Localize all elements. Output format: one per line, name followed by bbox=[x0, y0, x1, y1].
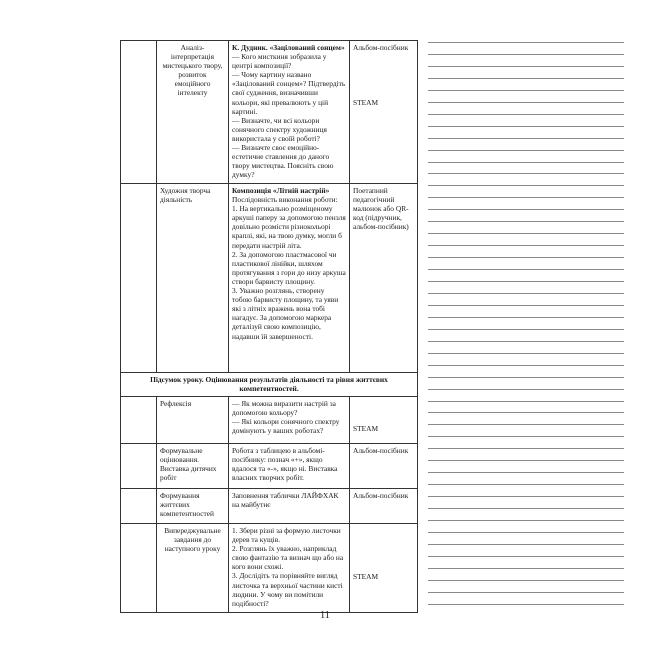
resource-cell: Альбом-посібник bbox=[350, 489, 418, 524]
note-line bbox=[428, 604, 624, 605]
note-line bbox=[428, 580, 624, 581]
stage-cell: Формувальне оцінювання. Виставка дитячих робіт bbox=[157, 444, 229, 489]
resource-cell: Альбом-посібник bbox=[350, 444, 418, 489]
note-line bbox=[428, 150, 624, 151]
page-number: 11 bbox=[320, 610, 330, 621]
content-line: 2. За допомогою пластмасової чи пластикової лінійки, шляхом протягування з гори до низу аркуша створи барвисту площину. bbox=[232, 249, 346, 286]
note-line bbox=[428, 173, 624, 174]
note-line bbox=[428, 221, 624, 222]
note-line bbox=[428, 353, 624, 354]
note-line bbox=[428, 412, 624, 413]
content-line: 3. Уважно розглянь, створену тобою барвисту площину, та уяви які з літніх вражень вона тобі нагадує. За допомогою маркера деталізуй свою композицію, надавши їй завершеності. bbox=[232, 286, 339, 341]
content-cell: Заповнення таблички ЛАЙФХАК на майбутнє bbox=[229, 489, 350, 524]
stage-cell: Випереджувальне завдання до наступного уроку bbox=[157, 524, 229, 613]
content-cell bbox=[229, 397, 350, 444]
note-line bbox=[428, 78, 624, 79]
content-line: — Кого мисткиня зобразила у центрі композиції? bbox=[232, 52, 327, 71]
note-line bbox=[428, 472, 624, 473]
note-line bbox=[428, 365, 624, 366]
note-line bbox=[428, 377, 624, 378]
empty-cell bbox=[121, 397, 157, 444]
note-line bbox=[428, 42, 624, 43]
content-line: — Визначте, чи всі кольори сонячного спектру художниця використала у своїй роботі? bbox=[232, 115, 327, 143]
note-line bbox=[428, 281, 624, 282]
note-line bbox=[428, 209, 624, 210]
stage-cell: Аналіз-інтерпретація мистецького твору, розвиток емоційного інтелекту bbox=[157, 41, 229, 184]
content-cell bbox=[229, 524, 350, 613]
note-line bbox=[428, 496, 624, 497]
content-cell bbox=[229, 184, 350, 373]
note-line bbox=[428, 257, 624, 258]
note-line bbox=[428, 329, 624, 330]
note-line bbox=[428, 424, 624, 425]
content-line: 1. На вертикально розміщеному аркуші паперу за допомогою пензля довільно розмісти різнокольорі краплі, які, на твою думку, могли б передати настрій літа. bbox=[232, 204, 346, 250]
content-title: Композиція «Літній настрій» bbox=[232, 186, 330, 195]
note-line bbox=[428, 90, 624, 91]
note-line bbox=[428, 568, 624, 569]
resource-cell bbox=[350, 397, 418, 444]
note-line bbox=[428, 532, 624, 533]
note-line bbox=[428, 185, 624, 186]
resource-text: Альбом-посібник bbox=[353, 43, 409, 52]
resource-text: STEAM bbox=[353, 98, 379, 108]
stage-cell: Формування життєвих компетентностей bbox=[157, 489, 229, 524]
note-line bbox=[428, 544, 624, 545]
resource-cell: Поетапний педагогічний малюнок або QR- код (підручник, альбом-посібник) bbox=[350, 184, 418, 373]
stage-cell: Рефлексія bbox=[157, 397, 229, 444]
table-row bbox=[121, 397, 418, 444]
note-line bbox=[428, 556, 624, 557]
note-line bbox=[428, 293, 624, 294]
summary-row bbox=[121, 373, 418, 397]
content-cell: Робота з таблицею в альбомі-посібнику: познач «+», якщо вдалося та «-», якщо ні. Виставка власних творчих робіт. bbox=[229, 444, 350, 489]
empty-cell bbox=[121, 489, 157, 524]
stage-cell: Художня творча діяльність bbox=[157, 184, 229, 373]
note-line bbox=[428, 305, 624, 306]
empty-cell bbox=[121, 524, 157, 613]
content-cell bbox=[229, 41, 350, 184]
resource-text: STEAM bbox=[353, 424, 379, 433]
table-row bbox=[121, 184, 418, 373]
note-line bbox=[428, 197, 624, 198]
note-line bbox=[428, 245, 624, 246]
note-line bbox=[428, 389, 624, 390]
note-line bbox=[428, 162, 624, 163]
note-line bbox=[428, 233, 624, 234]
resource-cell bbox=[350, 41, 418, 184]
note-line bbox=[428, 520, 624, 521]
table-row bbox=[121, 524, 418, 613]
note-line bbox=[428, 126, 624, 127]
content-title: К. Дудник. «Зацілований сонцем» bbox=[232, 43, 345, 52]
note-line bbox=[428, 592, 624, 593]
content-line: 1. Збери різні за формую листочки дерев та кущів. bbox=[232, 526, 341, 545]
note-line bbox=[428, 484, 624, 485]
note-line bbox=[428, 138, 624, 139]
content-line: — Які кольори сонячного спектру домінують у ваших роботах? bbox=[232, 417, 340, 436]
empty-cell bbox=[121, 444, 157, 489]
note-line bbox=[428, 114, 624, 115]
content-line: 2. Розглянь їх уважно, наприклад свою фантазію та визнач що або на кого вони схожі. bbox=[232, 544, 344, 572]
table-row bbox=[121, 444, 418, 489]
content-line: — Визначте своє емоційно-естетичне ставлення до даного твору мистецтва. Поясніть свою думку? bbox=[232, 143, 334, 180]
note-line bbox=[428, 341, 624, 342]
empty-cell bbox=[121, 184, 157, 373]
note-line bbox=[428, 436, 624, 437]
resource-text: STEAM bbox=[353, 572, 379, 581]
table-row bbox=[121, 41, 418, 184]
note-lines bbox=[428, 42, 624, 605]
content-line: Послідовність виконання роботи: bbox=[232, 195, 338, 205]
note-line bbox=[428, 401, 624, 402]
note-line bbox=[428, 460, 624, 461]
note-line bbox=[428, 102, 624, 103]
table-row bbox=[121, 489, 418, 524]
note-line bbox=[428, 317, 624, 318]
empty-cell bbox=[121, 41, 157, 184]
content-line: 3. Дослідіть та порівняйте вигляд листочка та верхньої частини кисті людини. У чому ви помітили подібності? bbox=[232, 571, 343, 608]
note-line bbox=[428, 269, 624, 270]
content-line: — Чому картину названо «Зацілований сонцем»? Підтвердіть свої судження, визначивши кольори, які превалюють у цій картині. bbox=[232, 70, 346, 116]
lesson-plan-table bbox=[120, 40, 418, 613]
note-line bbox=[428, 66, 624, 67]
note-line bbox=[428, 54, 624, 55]
resource-cell bbox=[350, 524, 418, 613]
summary-heading: Підсумок уроку. Оцінювання результатів діяльності та рівня життєвих компетентностей. bbox=[121, 373, 418, 397]
content-line: — Як можна виразити настрій за допомогою кольору? bbox=[232, 399, 336, 418]
note-line bbox=[428, 448, 624, 449]
note-line bbox=[428, 508, 624, 509]
